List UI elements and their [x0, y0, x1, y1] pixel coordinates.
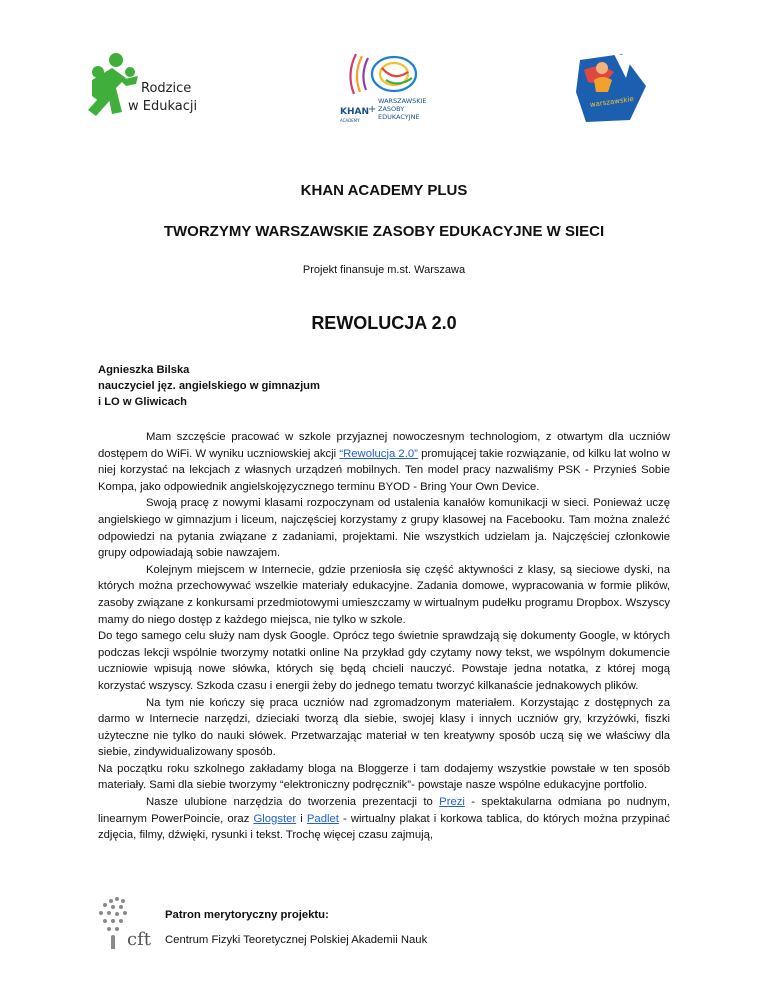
khan-logo-sub: ACADEMY [340, 118, 360, 123]
article-title: REWOLUCJA 2.0 [311, 313, 457, 333]
rodzice-w-edukacji-logo [86, 50, 196, 122]
prezi-link[interactable]: Prezi [439, 796, 465, 809]
article-body [98, 429, 670, 844]
project-subtitle: TWORZYMY WARSZAWSKIE ZASOBY EDUKACYJNE W SIECI [163, 223, 605, 240]
paragraph-6: Na początku roku szkolnego zakładamy bloga na Bloggerze i tam dodajemy wszystkie powstałe w ten sposób materiały. Sami dla siebie tworzymy “elektroniczny podręcznik”- powstaje nasze wspólne edukacyjne portfolio. [98, 762, 670, 792]
paragraph-4: Do tego samego celu służy nam dysk Google. Oprócz tego świetnie sprawdzają się dokumenty Google, w których podczas lekcji wspólnie tworzymy notatki online Na przykład gdy czytamy nowy tekst, we wspólnym dokumencie uczniowie wpisują nowe słówka, których się będą chcieli nauczyć. Powstaje jedna notatka, z której mogą korzystać wszyscy. Szkoda czasu i energii żeby do jednego tematu tworzyć kilkanaście jednakowych plików. [98, 630, 670, 692]
warszawskie-badge-logo [574, 52, 650, 124]
author-role: nauczyciel jęz. angielskiego w gimnazjum [98, 380, 320, 392]
author-block [98, 362, 320, 410]
cft-logo-text: cft [127, 929, 151, 950]
padlet-link[interactable]: Padlet [306, 812, 339, 825]
badge-logo-text: warszawskie [589, 94, 635, 110]
svg-text:+: + [368, 104, 377, 115]
project-title: KHAN ACADEMY PLUS [300, 182, 468, 199]
funding-note: Projekt finansuje m.st. Warszawa [302, 264, 466, 276]
paragraph-1: Mam szczęście pracować w szkole przyjaznej nowoczesnym technologiom, z otwartym dla uczniów dostępem do WiFi. W wyniku uczniowskiej akcji “Rewolucja 2.0” promującej takie rozwiązanie, od kilku lat wolno w niej korzystać na lekcjach z własnych urządzeń mobilnych. Ten model pracy nazwaliśmy PSK - Przynieś Sobie Kompa, jako odpowiednik angielskojęzycznego terminu BYOD - Bring Your Own Device. [98, 431, 670, 493]
paragraph-2: Swoją pracę z nowymi klasami rozpoczynam od ustalenia kanałów komunikacji w sieci. Ponieważ uczę angielskiego w gimnazjum i liceum, najczęściej korzystamy z grupy klasowej na Facebooku. Tam można znaleźć odpowiedzi na pytania związane z zadaniami, projektami. Nie wszystkich udzielam ja. Najczęściej członkowie grupy odpowiadają sobie nawzajem. [98, 497, 670, 560]
rodzice-logo-line1: Rodzice [141, 81, 192, 96]
khan-logo-brand: KHAN [340, 107, 370, 117]
patron-label: Patron merytoryczny projektu: [165, 909, 329, 921]
patron-name: Centrum Fizyki Teoretycznej Polskiej Akademii Nauk [165, 934, 428, 946]
paragraph-3: Kolejnym miejscem w Internecie, gdzie przeniosła się część aktywności z klasy, są sieciowe dyski, na których można przechowywać wszelkie materiały edukacyjne. Zadania domowe, wypracowania w formie plików, zasoby związane z konkursami przedmiotowymi umieszczamy w wirtualnym pudełku programu Dropbox. Wszyscy mamy do niego dostęp z każdego miejsca, nie tylko w szkole. [98, 563, 670, 626]
khan-logo-line1: WARSZAWSKIE [378, 97, 427, 105]
glogster-link[interactable]: Glogster [253, 812, 297, 825]
author-school: i LO w Gliwicach [98, 396, 187, 408]
khan-logo-line3: EDUKACYJNE [378, 113, 420, 121]
author-name: Agnieszka Bilska [98, 364, 190, 376]
paragraph-5: Na tym nie kończy się praca uczniów nad zgromadzonym materiałem. Korzystając z dostępnych za darmo w Internecie narzędzi, dzieciaki tworzą dla siebie, swojej klasy i innych uczniów gry, krzyżówki, fiszki użyteczne nie tylko do nauki słówek. Przetwarzając materiał w ten kreatywny sposób uczą się we właściwy dla siebie, zindywidualizowany sposób. [98, 696, 670, 759]
warszawskie-zasoby-edukacyjne-logo [338, 50, 438, 128]
rewolucja-link[interactable]: “Rewolucja 2.0” [339, 447, 418, 460]
paragraph-7: Nasze ulubione narzędzia do tworzenia prezentacji to Prezi - spektakularna odmiana po nudnym, linearnym PowerPoincie, oraz Glogster i Padlet - wirtualny plakat i korkowa tablica, do których można przypinać zdjęcia, filmy, dźwięki, rysunki i tekst. Trochę więcej czasu zajmują, [98, 796, 670, 842]
rodzice-logo-line2: w Edukacji [128, 99, 196, 114]
cft-logo [91, 893, 157, 951]
khan-logo-line2: ZASOBY [378, 105, 405, 113]
